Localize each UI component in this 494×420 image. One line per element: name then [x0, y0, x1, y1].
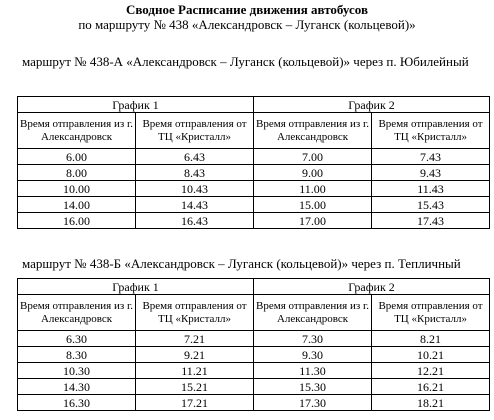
time-cell: 8.30	[18, 347, 136, 363]
time-cell: 9.21	[136, 347, 254, 363]
table-group-header-row	[18, 279, 490, 295]
time-cell: 15.21	[136, 379, 254, 395]
table-row	[18, 213, 490, 229]
table-row	[18, 347, 490, 363]
column-header-departure-tc: Время отправления от ТЦ «Кристалл»	[136, 295, 254, 331]
time-cell: 17.30	[254, 395, 372, 411]
column-header-departure-tc: Время отправления от ТЦ «Кристалл»	[372, 295, 490, 331]
time-cell: 17.21	[136, 395, 254, 411]
document-subtitle: по маршруту № 438 «Александровск – Луганск (кольцевой)»	[78, 17, 416, 32]
time-cell: 15.00	[254, 197, 372, 213]
time-cell: 6.43	[136, 149, 254, 165]
table-group-header-row	[18, 97, 490, 113]
time-cell: 11.21	[136, 363, 254, 379]
table-row	[18, 197, 490, 213]
route-438a-heading: маршрут № 438-А «Александровск – Луганск (кольцевой)» через п. Юбилейный	[22, 54, 469, 69]
table-column-header-row	[18, 113, 490, 149]
column-header-departure-tc: Время отправления от ТЦ «Кристалл»	[372, 113, 490, 149]
time-cell: 12.21	[372, 363, 490, 379]
table-row	[18, 149, 490, 165]
time-cell: 10.00	[18, 181, 136, 197]
time-cell: 14.00	[18, 197, 136, 213]
column-header-departure-town: Время отправления из г. Александровск	[18, 113, 136, 149]
time-cell: 9.00	[254, 165, 372, 181]
route-438b-heading: маршрут № 438-Б «Александровск – Луганск (кольцевой)» через п. Тепличный	[22, 256, 461, 271]
time-cell: 17.43	[372, 213, 490, 229]
table-row	[18, 181, 490, 197]
group-header-schedule-2: График 2	[254, 97, 490, 113]
column-header-departure-town: Время отправления из г. Александровск	[18, 295, 136, 331]
time-cell: 14.30	[18, 379, 136, 395]
time-cell: 16.21	[372, 379, 490, 395]
time-cell: 16.00	[18, 213, 136, 229]
time-cell: 11.30	[254, 363, 372, 379]
time-cell: 6.30	[18, 331, 136, 347]
table-column-header-row	[18, 295, 490, 331]
table-row	[18, 363, 490, 379]
time-cell: 15.30	[254, 379, 372, 395]
time-cell: 8.00	[18, 165, 136, 181]
time-cell: 8.43	[136, 165, 254, 181]
time-cell: 15.43	[372, 197, 490, 213]
time-cell: 18.21	[372, 395, 490, 411]
table-row	[18, 165, 490, 181]
time-cell: 10.21	[372, 347, 490, 363]
time-cell: 7.43	[372, 149, 490, 165]
table-row	[18, 331, 490, 347]
column-header-departure-town: Время отправления из г. Александровск	[254, 113, 372, 149]
time-cell: 7.30	[254, 331, 372, 347]
schedule-table-438b	[17, 278, 490, 411]
column-header-departure-tc: Время отправления от ТЦ «Кристалл»	[136, 113, 254, 149]
time-cell: 9.30	[254, 347, 372, 363]
time-cell: 16.30	[18, 395, 136, 411]
time-cell: 10.43	[136, 181, 254, 197]
table-row	[18, 379, 490, 395]
column-header-departure-town: Время отправления из г. Александровск	[254, 295, 372, 331]
time-cell: 9.43	[372, 165, 490, 181]
table-row	[18, 395, 490, 411]
time-cell: 7.21	[136, 331, 254, 347]
group-header-schedule-2: График 2	[254, 279, 490, 295]
time-cell: 7.00	[254, 149, 372, 165]
time-cell: 11.00	[254, 181, 372, 197]
group-header-schedule-1: График 1	[18, 97, 254, 113]
schedule-table-438a	[17, 96, 490, 229]
time-cell: 10.30	[18, 363, 136, 379]
document-title: Сводное Расписание движения автобусов	[125, 2, 368, 17]
time-cell: 17.00	[254, 213, 372, 229]
time-cell: 6.00	[18, 149, 136, 165]
group-header-schedule-1: График 1	[18, 279, 254, 295]
time-cell: 11.43	[372, 181, 490, 197]
time-cell: 14.43	[136, 197, 254, 213]
time-cell: 16.43	[136, 213, 254, 229]
time-cell: 8.21	[372, 331, 490, 347]
